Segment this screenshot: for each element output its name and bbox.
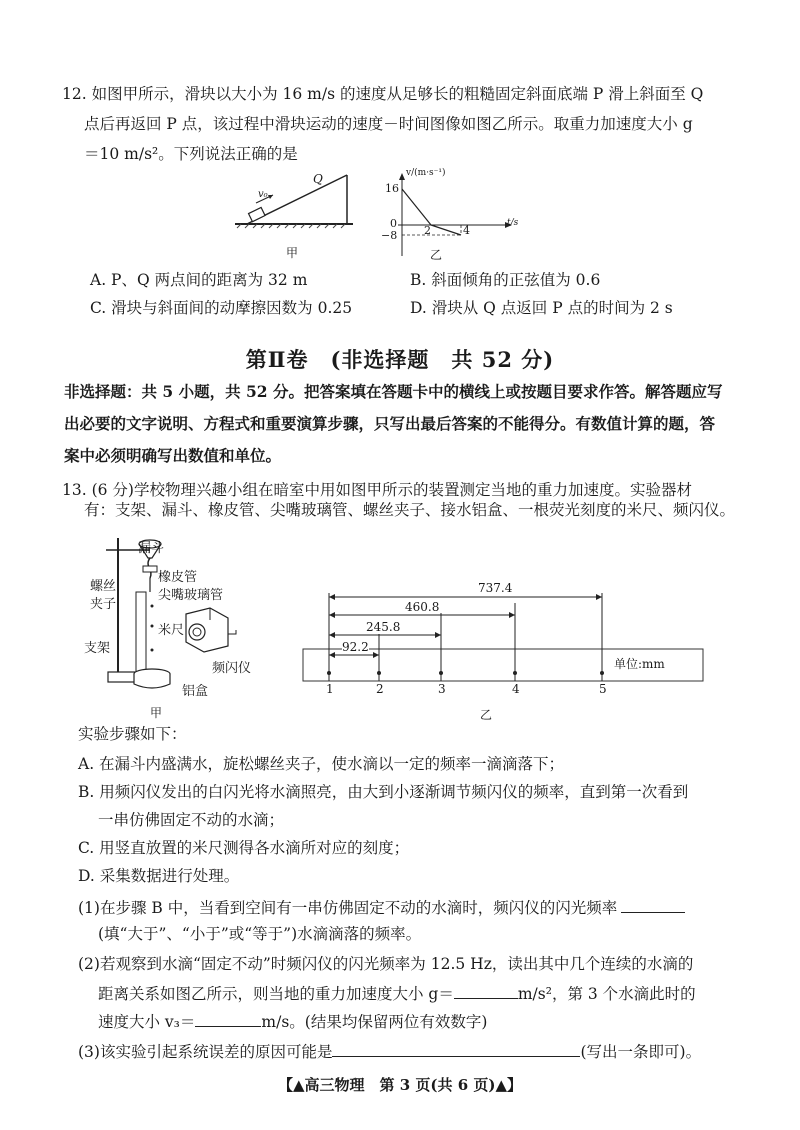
q12-graph-x-tick-4: 4 — [463, 224, 470, 237]
sub2-v3-unit-text: m/s。(结果均保留两位有效数字) — [261, 1013, 488, 1031]
q13-fig-yi-caption: 乙 — [480, 708, 493, 722]
q12-graph-x-axis-label: t/s — [507, 218, 519, 228]
sub3-answer-blank[interactable] — [332, 1040, 580, 1057]
label-clamp-2: 夹子 — [90, 597, 117, 612]
label-stand: 支架 — [84, 641, 111, 656]
sub2-g-text: 距离关系如图乙所示，则当地的重力加速度大小 g＝ — [98, 985, 454, 1003]
step-a: A. 在漏斗内盛满水，旋松螺丝夹子，使水滴以一定的频率一滴滴落下； — [78, 755, 565, 773]
sub3-text: (3)该实验引起系统误差的原因可能是 — [78, 1043, 333, 1061]
sub3-tail: (写出一条即可)。 — [580, 1043, 702, 1061]
drop-1: 1 — [326, 682, 334, 696]
sub1-answer-blank[interactable] — [621, 896, 685, 913]
label-funnel: 漏斗 — [138, 541, 165, 556]
sub2-line-1: (2)若观察到水滴“固定不动”时频闪仪的闪光频率为 12.5 Hz，读出其中几个连续的水滴的 — [78, 955, 694, 973]
sub2-line-2 — [98, 982, 696, 1004]
q12-option-b: B. 斜面倾角的正弦值为 0.6 — [410, 271, 601, 289]
sub2-g-unit-text: m/s²，第 3 个水滴此时的 — [517, 985, 696, 1003]
q12-fig-jia-caption: 甲 — [286, 246, 299, 260]
label-rubber-tube: 橡皮管 — [158, 570, 198, 585]
q12-q-label: Q — [313, 172, 323, 186]
sub2-line-3 — [98, 1010, 487, 1032]
distance-460-8: 460.8 — [405, 600, 440, 614]
q12-line-3: ＝10 m/s²。下列说法正确的是 — [84, 145, 298, 163]
q13-fig-jia-caption: 甲 — [150, 706, 163, 720]
section-title: 第Ⅱ卷 (非选择题 共 52 分) — [245, 347, 555, 372]
sub2-g-answer-blank[interactable] — [454, 982, 518, 999]
q12-option-c: C. 滑块与斜面间的动摩擦因数为 0.25 — [90, 299, 353, 317]
section-intro-1: 非选择题：共 5 小题，共 52 分。把答案填在答题卡中的横线上或按题目要求作答。解答题应写 — [64, 382, 723, 401]
sub1-line-2: (填“大于”、“小于”或“等于”)水滴滴落的频率。 — [98, 925, 422, 943]
q12-option-d: D. 滑块从 Q 点返回 P 点的时间为 2 s — [410, 299, 673, 317]
label-strobe: 频闪仪 — [212, 661, 252, 676]
q12-graph-y-tick-neg8: −8 — [381, 229, 398, 242]
q12-line-1: 12. 如图甲所示，滑块以大小为 16 m/s 的速度从足够长的粗糙固定斜面底端 P 滑上斜面至 Q — [62, 85, 704, 103]
distance-92-2: 92.2 — [342, 640, 369, 654]
section-intro-2: 出必要的文字说明、方程式和重要演算步骤，只写出最后答案的不能得分。有数值计算的题，答 — [64, 414, 716, 433]
steps-title: 实验步骤如下： — [78, 725, 187, 743]
q12-option-a: A. P、Q 两点间的距离为 32 m — [90, 271, 308, 289]
step-b: B. 用频闪仪发出的白闪光将水滴照亮，由大到小逐渐调节频闪仪的频率，直到第一次看到 — [78, 783, 689, 801]
q13-line-1: 13. (6 分)学校物理兴趣小组在暗室中用如图甲所示的装置测定当地的重力加速度。实验器材 — [62, 481, 692, 499]
label-box: 铝盒 — [182, 684, 209, 699]
q12-graph-y-tick-16: 16 — [385, 182, 399, 195]
q12-graph-x-tick-2: 2 — [424, 224, 431, 237]
graph-segment-up — [402, 189, 431, 225]
sub2-v3-answer-blank[interactable] — [195, 1010, 261, 1027]
q12-v0-label: v₀ — [258, 189, 268, 200]
q12-vt-graph — [378, 170, 528, 260]
drop-4: 4 — [512, 682, 520, 696]
label-glass-tube: 尖嘴玻璃管 — [158, 588, 224, 603]
q12-graph-y-tick-0: 0 — [390, 217, 397, 230]
page-footer: 【▲高三物理 第 3 页(共 6 页)▲】 — [277, 1076, 523, 1094]
q13-apparatus-figure — [80, 530, 290, 700]
sub1-line-1 — [78, 896, 685, 918]
sub1-text-1: (1)在步骤 B 中，当看到空间有一串仿佛固定不动的水滴时，频闪仪的闪光频率 — [78, 899, 618, 917]
distance-737-4: 737.4 — [478, 581, 513, 595]
q12-graph-y-axis-label: v/(m·s⁻¹) — [406, 168, 446, 178]
label-ruler: 米尺 — [158, 623, 185, 638]
graph-segment-down — [431, 225, 461, 235]
section-intro-3: 案中必须明确写出数值和单位。 — [64, 446, 282, 465]
drop-5: 5 — [599, 682, 607, 696]
drop-2: 2 — [376, 682, 384, 696]
label-clamp-1: 螺丝 — [90, 579, 117, 594]
drop-3: 3 — [438, 682, 446, 696]
step-b-cont: 一串仿佛固定不动的水滴； — [98, 811, 285, 829]
unit-label: 单位:mm — [614, 657, 665, 671]
q12-line-2: 点后再返回 P 点，该过程中滑块运动的速度－时间图像如图乙所示。取重力加速度大小 g — [84, 115, 693, 133]
sub2-v3-text: 速度大小 v₃＝ — [98, 1013, 196, 1031]
q12-fig-yi-caption: 乙 — [430, 248, 443, 262]
sub3-line — [78, 1040, 701, 1062]
step-d: D. 采集数据进行处理。 — [78, 867, 240, 885]
distance-245-8: 245.8 — [366, 620, 401, 634]
q13-line-2: 有：支架、漏斗、橡皮管、尖嘴玻璃管、螺丝夹子、接水铝盒、一根荧光刻度的米尺、频闪仪。 — [84, 501, 736, 519]
step-c: C. 用竖直放置的米尺测得各水滴所对应的刻度； — [78, 839, 410, 857]
